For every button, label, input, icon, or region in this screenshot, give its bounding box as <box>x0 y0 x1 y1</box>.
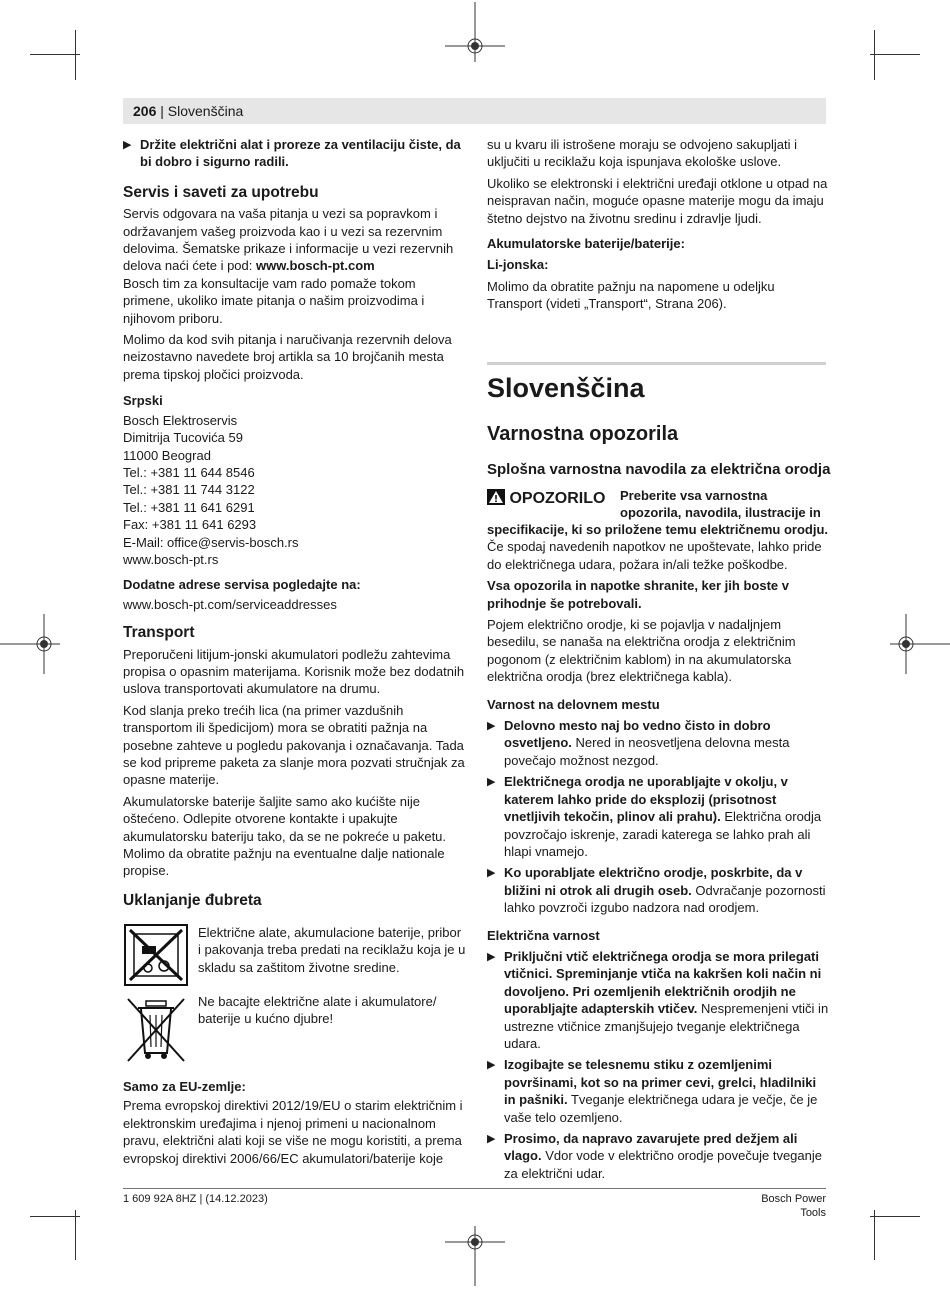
address-line: Bosch Elektroservis <box>123 412 238 428</box>
subsection-title: Akumulatorske baterije/baterije: <box>487 236 685 252</box>
subsection-title: Splošna varnostna navodila za električna orodja <box>487 461 831 478</box>
bullet-arrow-icon: ▶ <box>487 950 496 963</box>
page-header: 206 | Slovenščina <box>123 98 826 124</box>
footer-doc-id: 1 609 92A 8HZ | (14.12.2023) <box>123 1193 268 1205</box>
registration-mark-icon <box>445 2 505 62</box>
right-column-top <box>487 136 829 317</box>
paragraph: Akumulatorske baterije šaljite samo ako kućište nije oštećeno. Odlepite otvorene kontakte i upakujte akumulatorsku bateriju tako, da se ne pokreće u paketu. Molimo da obratite pažnju na eventualne dalje nationale propise. <box>123 793 447 879</box>
list-item: ▶ Delovno mesto naj bo vedno čisto in dobro osvetljeno. Nered in neosvetljena delovna mesta povečajo možnost nezgod. <box>487 718 790 768</box>
list-item: ▶ Prosimo, da napravo zavarujete pred dežjem ali vlago. Vdor vode v električno orodje povečuje tveganje za električni udar. <box>487 1131 822 1181</box>
address-line[interactable]: www.bosch-pt.rs <box>123 551 219 567</box>
left-column <box>123 136 465 913</box>
address-block <box>123 412 465 569</box>
crossed-bin-icon <box>124 993 188 1065</box>
section-title: Varnostna opozorila <box>487 423 679 445</box>
divider <box>487 362 826 365</box>
crop-mark <box>870 1216 920 1217</box>
paragraph: Vsa opozorila in napotke shranite, ker jih boste v prihodnje še potrebovali. <box>487 578 789 611</box>
paragraph: Molimo da obratite pažnju na napomene u odeljku Transport (videti „Transport“, Strana 206). <box>487 278 775 312</box>
registration-mark-icon <box>445 1226 505 1286</box>
eu-section <box>123 1078 465 1171</box>
crop-mark <box>30 1216 80 1217</box>
address-line: Tel.: +381 11 641 6291 <box>123 499 255 515</box>
disposal-text-1 <box>198 924 466 980</box>
footer-brand: Bosch Power Tools <box>761 1193 826 1219</box>
paragraph: Molimo da kod svih pitanja i naručivanja rezervnih delova neizostavno navedete broj artikla sa 10 brojčanih mesta prema tipskoj pločici proizvoda. <box>123 332 452 382</box>
link[interactable]: www.bosch-pt.com <box>256 258 375 274</box>
crop-mark <box>874 30 875 80</box>
bullet-arrow-icon: ▶ <box>123 139 132 151</box>
paragraph: Električne alate, akumulacione baterije, pribor i pakovanja treba predati na reciklažu koja je u skladu sa zaštitom životne sredine. <box>198 925 466 975</box>
warning-badge <box>487 489 605 508</box>
paragraph: Servis odgovara na vaša pitanja u vezi sa popravkom i održavanjem vašeg proizvoda kao i u vezi sa rezervnim delovima. Šematske prikaze i informacije u vezi rezervnih delova naći ćete i pod: www.bosch-pt.com <box>123 206 454 274</box>
link[interactable]: www.bosch-pt.com/serviceaddresses <box>123 596 337 612</box>
address-line[interactable]: E-Mail: office@servis-bosch.rs <box>123 534 299 550</box>
address-line: Fax: +381 11 641 6293 <box>123 517 257 533</box>
subsection-title: Varnost na delovnem mestu <box>487 696 660 712</box>
warning-text-a: Preberite vsa varnostna opozorila, navodila, ilustracije in <box>620 488 821 520</box>
bullet-arrow-icon: ▶ <box>487 776 496 789</box>
footer-divider <box>123 1188 826 1189</box>
bullet-arrow-icon: ▶ <box>487 1133 496 1145</box>
paragraph: Ne bacajte električne alate i akumulatore/ baterije u kućno djubre! <box>198 994 437 1027</box>
bullet-arrow-icon: ▶ <box>487 720 496 733</box>
crop-mark <box>874 1210 875 1260</box>
paragraph: Ukoliko se elektronski i električni uređaji otklone u otpad na neispravan način, moguće opasne materije mogu da imaju štetno dejstvo na životnu sredinu i zdravlje ljudi. <box>487 175 828 226</box>
paragraph: Če spodaj navedenih napotkov ne upoštevate, lahko pride do električnega udara, požara in/ali težke poškodbe. <box>487 539 822 572</box>
subsection-title: Li-jonska: <box>487 257 549 273</box>
bullet-arrow-icon: ▶ <box>487 1059 496 1072</box>
paragraph: Kod slanja preko trećih lica (na primer vazdušnih transportom ili špedicijom) mora se obratiti pažnja na posebne zahteve u pogledu pakovanja i označavanja. Tada se kod pripreme paketa za slanje mora pozvati stručnjak za opasne materije. <box>123 702 465 788</box>
list-item: ▶ Izogibajte se telesnemu stiku z ozemljenimi površinami, kot so na primer cevi, grelci, hladilniki in pašniki. Tveganje električnega udara je večje, če je vaše telo ozemljeno. <box>487 1057 818 1125</box>
paragraph: Bosch tim za konsultacije vam rado pomaže tokom primene, ukoliko imate pitanja o našim proizvodima i njihovom priboru. <box>123 275 425 326</box>
address-line: Dimitrija Tucovića 59 <box>123 430 243 446</box>
header-section: Slovenščina <box>167 103 244 119</box>
list-item: ▶ Držite električni alat i proreze za ventilaciju čiste, da bi dobro i sigurno radili. <box>123 137 461 170</box>
warning-triangle-icon <box>487 489 505 505</box>
paragraph: Prema evropskoj direktivi 2012/19/EU o starim električnim i elektronskim uređajima i njenoj primeni u nacionalnom pravu, električni alati koji se više ne mogu koristiti, a prema evropskoj direktivi 2006/66/EC akumulatori/baterije koje <box>123 1098 463 1166</box>
crop-mark <box>75 30 76 80</box>
warning-label: OPOZORILO <box>509 490 606 507</box>
paragraph: Pojem električno orodje, ki se pojavlja v nadaljnjem besedilu, se nanaša na električna orodja z električnim pogonom (z električnim kablom) in na akumulatorska električna orodja (brez električnega kabla). <box>487 617 796 685</box>
disposal-text-2 <box>198 993 466 1032</box>
subsection-title: Dodatne adrese servisa pogledajte na: <box>123 577 361 593</box>
crop-mark <box>870 54 920 55</box>
warning-text-b: specifikacije, ki so priložene temu električnemu orodju. <box>487 522 828 537</box>
paragraph: su u kvaru ili istrošene moraju se odvojeno sakupljati i uključiti u reciklažu koja ispunjava ekološke uslove. <box>487 137 797 170</box>
bullet-arrow-icon: ▶ <box>487 867 496 880</box>
subsection-title: Samo za EU-zemlje: <box>123 1079 246 1094</box>
list-item: ▶ Električnega orodja ne uporabljajte v okolju, v katerem lahko pride do eksplozij (prisotnost vnetljivih tekočin, plinov ali prahu). Električna orodja povzročajo iskrenje, zaradi katerega se lahko prah ali hlapi vnamejo. <box>487 774 822 859</box>
section-title: Transport <box>123 624 195 642</box>
crop-mark <box>75 1210 76 1260</box>
address-line: 11000 Beograd <box>123 447 211 463</box>
paragraph: Preporučeni litijum-jonski akumulatori podležu zahtevima propisa o opasnim materijama. Korisnik može bez dodatnih uslova transportovati akumulatore na drumu. <box>123 646 465 697</box>
address-line: Tel.: +381 11 644 8546 <box>123 464 255 480</box>
section-title: Servis i saveti za upotrebu <box>123 183 319 201</box>
page-number: 206 <box>133 103 157 119</box>
language-title: Slovenščina <box>487 373 645 403</box>
list-item: ▶ Priključni vtič električnega orodja se mora prilegati vtičnici. Spreminjanje vtiča na kakršen koli način ni dovoljeno. Pri ozemljenih električnih orodjih ne uporabljajte adapterskih vtičev. Nespremenjeni vtiči in ustrezne vtičnice zmanjšujejo tveganje električnega udara. <box>487 948 829 1051</box>
registration-mark-icon <box>0 614 60 674</box>
subsection-title: Srpski <box>123 393 163 409</box>
address-line: Tel.: +381 11 744 3122 <box>123 482 255 498</box>
right-column-main <box>487 521 829 1186</box>
registration-mark-icon <box>890 614 950 674</box>
recycling-symbol-icon <box>124 924 188 986</box>
list-item: ▶ Ko uporabljate električno orodje, poskrbite, da v bližini ni otrok ali drugih oseb. Odvračanje pozornosti lahko povzroči izgubo nadzora nad orodjem. <box>487 865 826 916</box>
subsection-title: Električna varnost <box>487 927 600 943</box>
section-title: Uklanjanje đubreta <box>123 891 262 909</box>
crop-mark <box>30 54 80 55</box>
